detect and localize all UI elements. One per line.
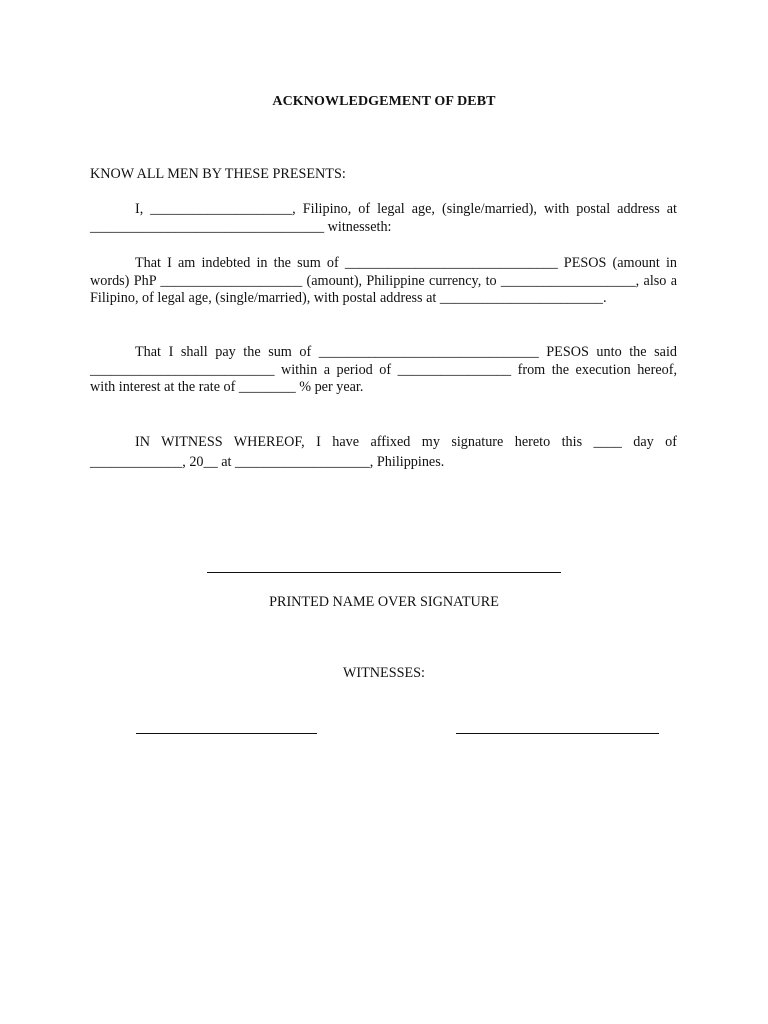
paragraph-declarant: I, ____________________, Filipino, of legal age, (single/married), with postal address at _________________________________ witnesseth:	[90, 201, 677, 235]
paragraph-witness-whereof: IN WITNESS WHEREOF, I have affixed my signature hereto this ____ day of _____________, 20__ at ___________________, Philippines.	[90, 434, 677, 470]
signature-label: PRINTED NAME OVER SIGNATURE	[269, 594, 499, 610]
paragraph-indebtedness: That I am indebted in the sum of ______________________________ PESOS (amount in words) PhP ____________________ (amount), Philippine currency, to ___________________, also a Filipino, of legal age, (single/married), with postal address at _______________________.	[90, 255, 677, 306]
signature-line	[207, 572, 561, 573]
document-title: ACKNOWLEDGEMENT OF DEBT	[272, 94, 496, 109]
intro-text: KNOW ALL MEN BY THESE PRESENTS:	[90, 166, 346, 182]
witnesses-label: WITNESSES:	[343, 665, 425, 681]
witness-signature-line-2	[456, 733, 659, 734]
paragraph-payment-terms: That I shall pay the sum of _______________________________ PESOS unto the said __________________________ within a period of ________________ from the execution hereof, with interest at the rate of ________ % per year.	[90, 344, 677, 395]
witness-signature-line-1	[136, 733, 317, 734]
